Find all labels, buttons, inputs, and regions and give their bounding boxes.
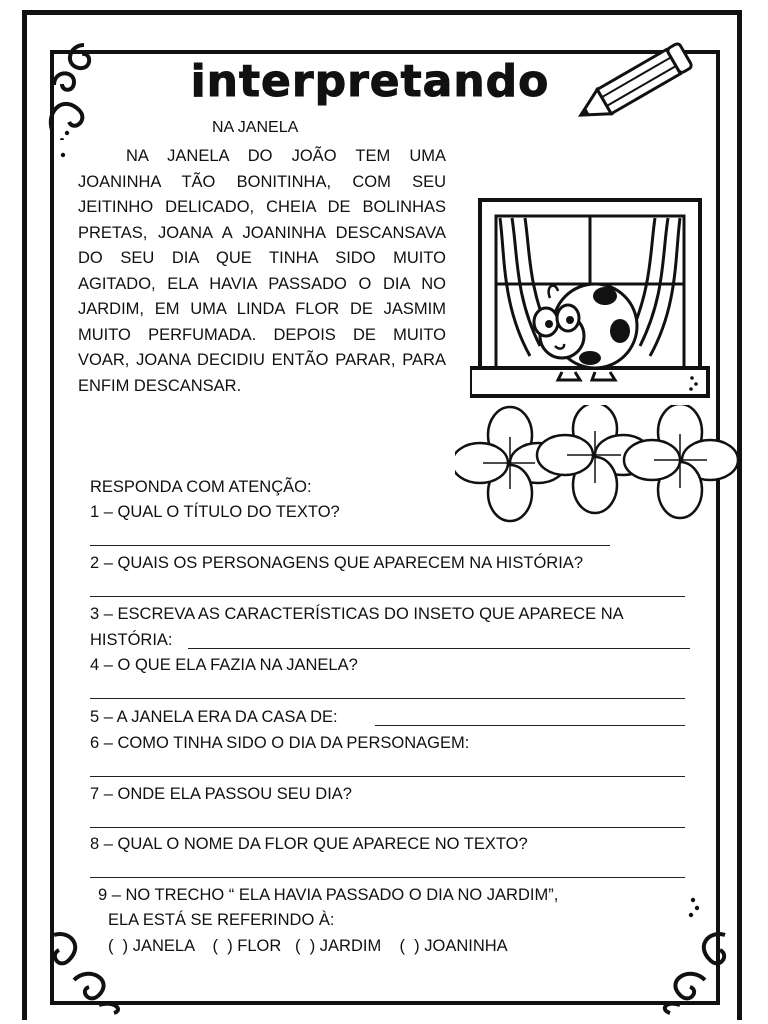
question-4: 4 – O QUE ELA FAZIA NA JANELA? bbox=[90, 656, 358, 674]
question-7: 7 – ONDE ELA PASSOU SEU DIA? bbox=[90, 785, 352, 803]
answer-line-6[interactable] bbox=[90, 776, 685, 777]
flowers-illustration bbox=[455, 405, 745, 525]
question-9-cont: ELA ESTÁ SE REFERINDO À: bbox=[108, 911, 335, 929]
corner-swirl-icon bbox=[44, 40, 124, 140]
story-paragraph: NA JANELA DO JOÃO TEM UMA JOANINHA TÃO BONITINHA, COM SEU JEITINHO DELICADO, CHEIA DE BOLINHAS PRETAS, JOANA A JOANINHA DESCANSAVA DO SEU DIA QUE TINHA SIDO MUITO AGITADO, ELA HAVIA PASSADO O DIA NO JARDIM, EM UMA LINDA FLOR DE JASMIM MUITO PERFUMADA. DEPOIS DE MUITO VOAR, JOANA DECIDIU ENTÃO PARAR, PARA ENFIM DESCANSAR. bbox=[78, 147, 446, 395]
answer-line-5[interactable] bbox=[375, 725, 685, 726]
answer-line-1[interactable] bbox=[90, 545, 610, 546]
page-title: interpretando bbox=[190, 56, 550, 107]
answer-line-2[interactable] bbox=[90, 596, 685, 597]
question-1: 1 – QUAL O TÍTULO DO TEXTO? bbox=[90, 503, 340, 521]
question-9-options[interactable]: ( ) JANELA ( ) FLOR ( ) JARDIM ( ) JOANINHA bbox=[108, 937, 508, 955]
question-9: 9 – NO TRECHO “ ELA HAVIA PASSADO O DIA NO JARDIM”, bbox=[98, 886, 559, 904]
question-6: 6 – COMO TINHA SIDO O DIA DA PERSONAGEM: bbox=[90, 734, 470, 752]
decor-dots-icon bbox=[685, 895, 705, 925]
answer-line-7[interactable] bbox=[90, 827, 685, 828]
decor-dots-icon bbox=[57, 125, 77, 165]
ladybug-illustration bbox=[520, 276, 650, 386]
corner-swirl-icon bbox=[655, 925, 735, 1015]
story-title: NA JANELA bbox=[212, 119, 299, 136]
question-2: 2 – QUAIS OS PERSONAGENS QUE APARECEM NA HISTÓRIA? bbox=[90, 554, 583, 572]
question-3-cont: HISTÓRIA: bbox=[90, 631, 173, 649]
story-text bbox=[78, 144, 446, 399]
question-3: 3 – ESCREVA AS CARACTERÍSTICAS DO INSETO QUE APARECE NA bbox=[90, 605, 624, 623]
question-8: 8 – QUAL O NOME DA FLOR QUE APARECE NO TEXTO? bbox=[90, 835, 528, 853]
answer-line-3[interactable] bbox=[188, 648, 690, 649]
answer-line-8[interactable] bbox=[90, 877, 685, 878]
answer-line-4[interactable] bbox=[90, 698, 685, 699]
pencil-icon bbox=[565, 40, 705, 130]
question-5: 5 – A JANELA ERA DA CASA DE: bbox=[90, 708, 338, 726]
instruction: RESPONDA COM ATENÇÃO: bbox=[90, 478, 312, 496]
